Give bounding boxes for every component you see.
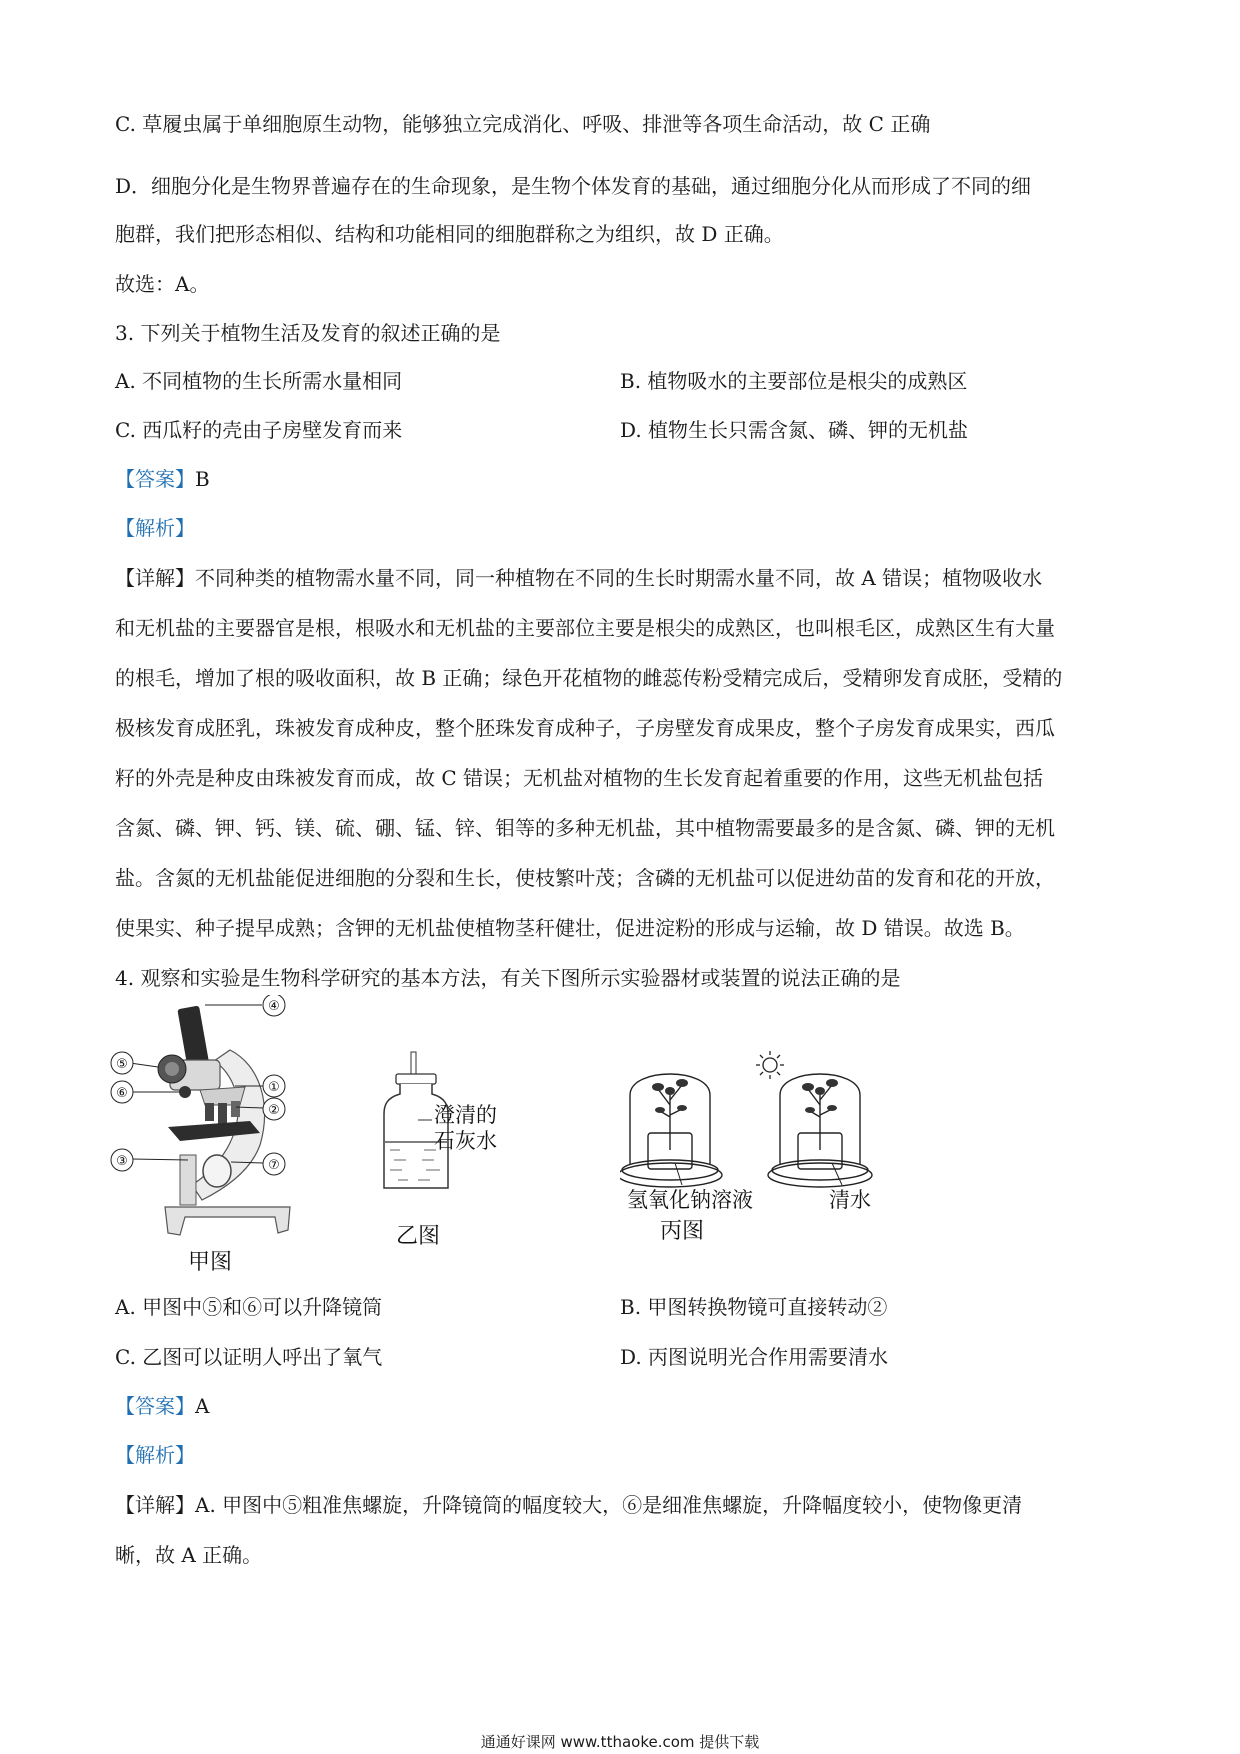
- q4-option-d: D. 丙图说明光合作用需要清水: [620, 1345, 889, 1369]
- q4-answer: [115, 1394, 209, 1418]
- marker-4: ④: [268, 999, 280, 1014]
- detail-text: 不同种类的植物需水量不同，同一种植物在不同的生长时期需水量不同，故 A 错误；植物吸收水: [195, 566, 1043, 590]
- q4-detail-line: [115, 1493, 1022, 1517]
- q4-option-a: A. 甲图中⑤和⑥可以升降镜筒: [115, 1295, 383, 1319]
- q4-stem: 4. 观察和实验是生物科学研究的基本方法，有关下图所示实验器材或装置的说法正确的是: [115, 966, 901, 990]
- jia-caption: 甲图: [187, 1250, 233, 1275]
- q3-analysis-tag: 【解析】: [115, 516, 195, 540]
- q3-stem: 3. 下列关于植物生活及发育的叙述正确的是: [115, 321, 501, 345]
- q3-option-a: A. 不同植物的生长所需水量相同: [115, 369, 403, 393]
- q3-detail-line: 极核发育成胚乳，珠被发育成种皮，整个胚珠发育成种子，子房壁发育成果皮，整个子房发育成果实，西瓜: [115, 716, 1055, 740]
- detail-text: A. 甲图中⑤粗准焦螺旋，升降镜筒的幅度较大，⑥是细准焦螺旋，升降幅度较小，使物像更清: [195, 1493, 1023, 1517]
- q3-detail-line: 盐。含氮的无机盐能促进细胞的分裂和生长，使枝繁叶茂；含磷的无机盐可以促进幼苗的发育和花的开放，: [115, 866, 1055, 890]
- q4-detail-line: 晰，故 A 正确。: [115, 1543, 263, 1567]
- q3-detail-line: 籽的外壳是种皮由珠被发育而成，故 C 错误；无机盐对植物的生长发育起着重要的作用，这些无机盐包括: [115, 766, 1044, 790]
- q4-option-c: C. 乙图可以证明人呼出了氧气: [115, 1345, 383, 1369]
- q3-option-b: B. 植物吸水的主要部位是根尖的成熟区: [620, 369, 968, 393]
- footer-text: 通通好课网 www.tthaoke.com 提供下载: [480, 1733, 760, 1751]
- detail-tag: 【详解】: [115, 566, 195, 590]
- q3-detail-line: 和无机盐的主要器官是根，根吸水和无机盐的主要部位主要是根尖的成熟区，也叫根毛区，成熟区生有大量: [115, 616, 1055, 640]
- q3-detail-line: [115, 566, 1042, 590]
- q3-option-d: D. 植物生长只需含氮、磷、钾的无机盐: [620, 418, 969, 442]
- answer-value: B: [195, 467, 210, 491]
- prev-choose: 故选：A。: [115, 272, 210, 296]
- yi-caption: 乙图: [395, 1224, 441, 1249]
- limewater-jar-figure: [378, 1050, 558, 1250]
- q3-option-c: C. 西瓜籽的壳由子房壁发育而来: [115, 418, 403, 442]
- yi-label-2: 石灰水: [434, 1129, 497, 1153]
- q3-detail-line: 的根毛，增加了根的吸收面积，故 B 正确；绿色开花植物的雌蕊传粉受精完成后，受精卵发育成胚，受精的: [115, 666, 1063, 690]
- bing-label-left: 氢氧化钠溶液: [627, 1188, 753, 1212]
- marker-6: ⑥: [116, 1086, 128, 1101]
- prev-option-c: C. 草履虫属于单细胞原生动物，能够独立完成消化、呼吸、排泄等各项生命活动，故 C 正确: [115, 112, 931, 136]
- marker-2: ②: [268, 1103, 280, 1118]
- detail-tag: 【详解】: [115, 1493, 195, 1517]
- q3-detail-line: 使果实、种子提早成熟；含钾的无机盐使植物茎秆健壮，促进淀粉的形成与运输，故 D 错误。故选 B。: [115, 916, 1025, 940]
- marker-5: ⑤: [116, 1057, 128, 1072]
- bing-label-right: 清水: [829, 1188, 871, 1212]
- answer-value: A: [195, 1394, 210, 1418]
- answer-tag: 【答案】: [115, 1394, 195, 1418]
- bell-jar-figure: [620, 1045, 910, 1260]
- microscope-figure: [110, 995, 350, 1285]
- marker-3: ③: [116, 1154, 128, 1169]
- q3-detail-line: 含氮、磷、钾、钙、镁、硫、硼、锰、锌、钼等的多种无机盐，其中植物需要最多的是含氮、磷、钾的无机: [115, 816, 1055, 840]
- prev-option-d-line1: D．细胞分化是生物界普遍存在的生命现象，是生物个体发育的基础，通过细胞分化从而形成了不同的细: [115, 174, 1032, 198]
- bing-caption: 丙图: [659, 1219, 705, 1244]
- marker-7: ⑦: [268, 1158, 280, 1173]
- answer-tag: 【答案】: [115, 467, 195, 491]
- q3-answer: [115, 467, 210, 491]
- q4-analysis-tag: 【解析】: [115, 1443, 195, 1467]
- yi-label-1: 澄清的: [434, 1103, 497, 1127]
- marker-1: ①: [268, 1080, 280, 1095]
- prev-option-d-line2: 胞群，我们把形态相似、结构和功能相同的细胞群称之为组织，故 D 正确。: [115, 222, 784, 246]
- sun-icon: [756, 1051, 784, 1079]
- q4-option-b: B. 甲图转换物镜可直接转动②: [620, 1295, 888, 1319]
